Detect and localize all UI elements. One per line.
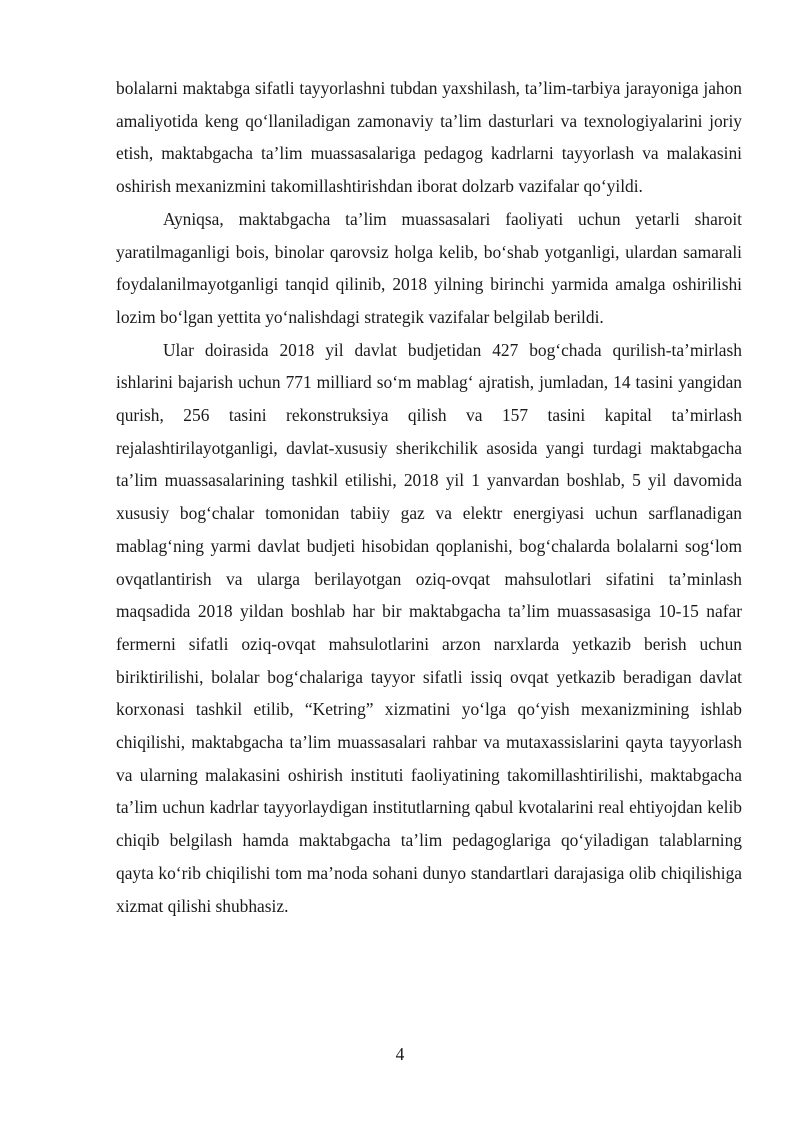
page-number: 4 xyxy=(395,1044,405,1064)
paragraph: Ular doirasida 2018 yil davlat budjetidan 427 bog‘chada qurilish-ta’mirlash ishlarini bajarish uchun 771 milliard so‘m mablag‘ ajratish, jumladan, 14 tasini yangidan qurish, 256 tasini rekonstruksiya qilish va 157 tasini kapital ta’mirlash rejalashtirilayotganligi, davlat-xususiy sherikchilik asosida yangi turdagi maktabgacha ta’lim muassasalarining tashkil etilishi, 2018 yil 1 yanvardan boshlab, 5 yil davomida xususiy bog‘chalar tomonidan tabiiy gaz va elektr energiyasi uchun sarflanadigan mablag‘ning yarmi davlat budjeti hisobidan qoplanishi, bog‘chalarda bolalarni sog‘lom ovqatlantirish va ularga berilayotgan oziq-ovqat mahsulotlari sifatini ta’minlash maqsadida 2018 yildan boshlab har bir maktabgacha ta’lim muassasasiga 10-15 nafar fermerni sifatli oziq-ovqat mahsulotlarini arzon narxlarda yetkazib berish uchun biriktirilishi, bolalar bog‘chalariga tayyor sifatli issiq ovqat yetkazib beradigan davlat korxonasi tashkil etilib, “Ketring” xizmatini yo‘lga qo‘yish mexanizmining ishlab chiqilishi, maktabgacha ta’lim muassasalari rahbar va mutaxassislarini qayta tayyorlash va ularning malakasini oshirish instituti faoliyatining takomillashtirilishi, maktabgacha ta’lim uchun kadrlar tayyorlaydigan institutlarning qabul kvotalarini real ehtiyojdan kelib chiqib belgilash hamda maktabgacha ta’lim pedagoglariga qo‘yiladigan talablarning qayta ko‘rib chiqilishi tom ma’noda sohani dunyo standartlari darajasiga olib chiqilishiga xizmat qilishi shubhasiz. xyxy=(116,339,742,916)
paragraph: Ayniqsa, maktabgacha ta’lim muassasalari faoliyati uchun yetarli sharoit yaratilmaganligi bois, binolar qarovsiz holga kelib, bo‘shab yotganligi, ulardan samarali foydalanilmayotganligi tanqid qilinib, 2018 yilning birinchi yarmida amalga oshirilishi lozim bo‘lgan yettita yo‘nalishdagi strategik vazifalar belgilab berildi. xyxy=(116,208,742,327)
body-text xyxy=(116,72,742,922)
paragraph-continuation: bolalarni maktabga sifatli tayyorlashni tubdan yaxshilash, ta’lim-tarbiya jarayoniga jahon amaliyotida keng qo‘llaniladigan zamonaviy ta’lim dasturlari va texnologiyalarini joriy etish, maktabgacha ta’lim muassasalariga pedagog kadrlarni tayyorlash va malakasini oshirish mexanizmini takomillashtirishdan iborat dolzarb vazifalar qo‘yildi. xyxy=(116,78,742,197)
